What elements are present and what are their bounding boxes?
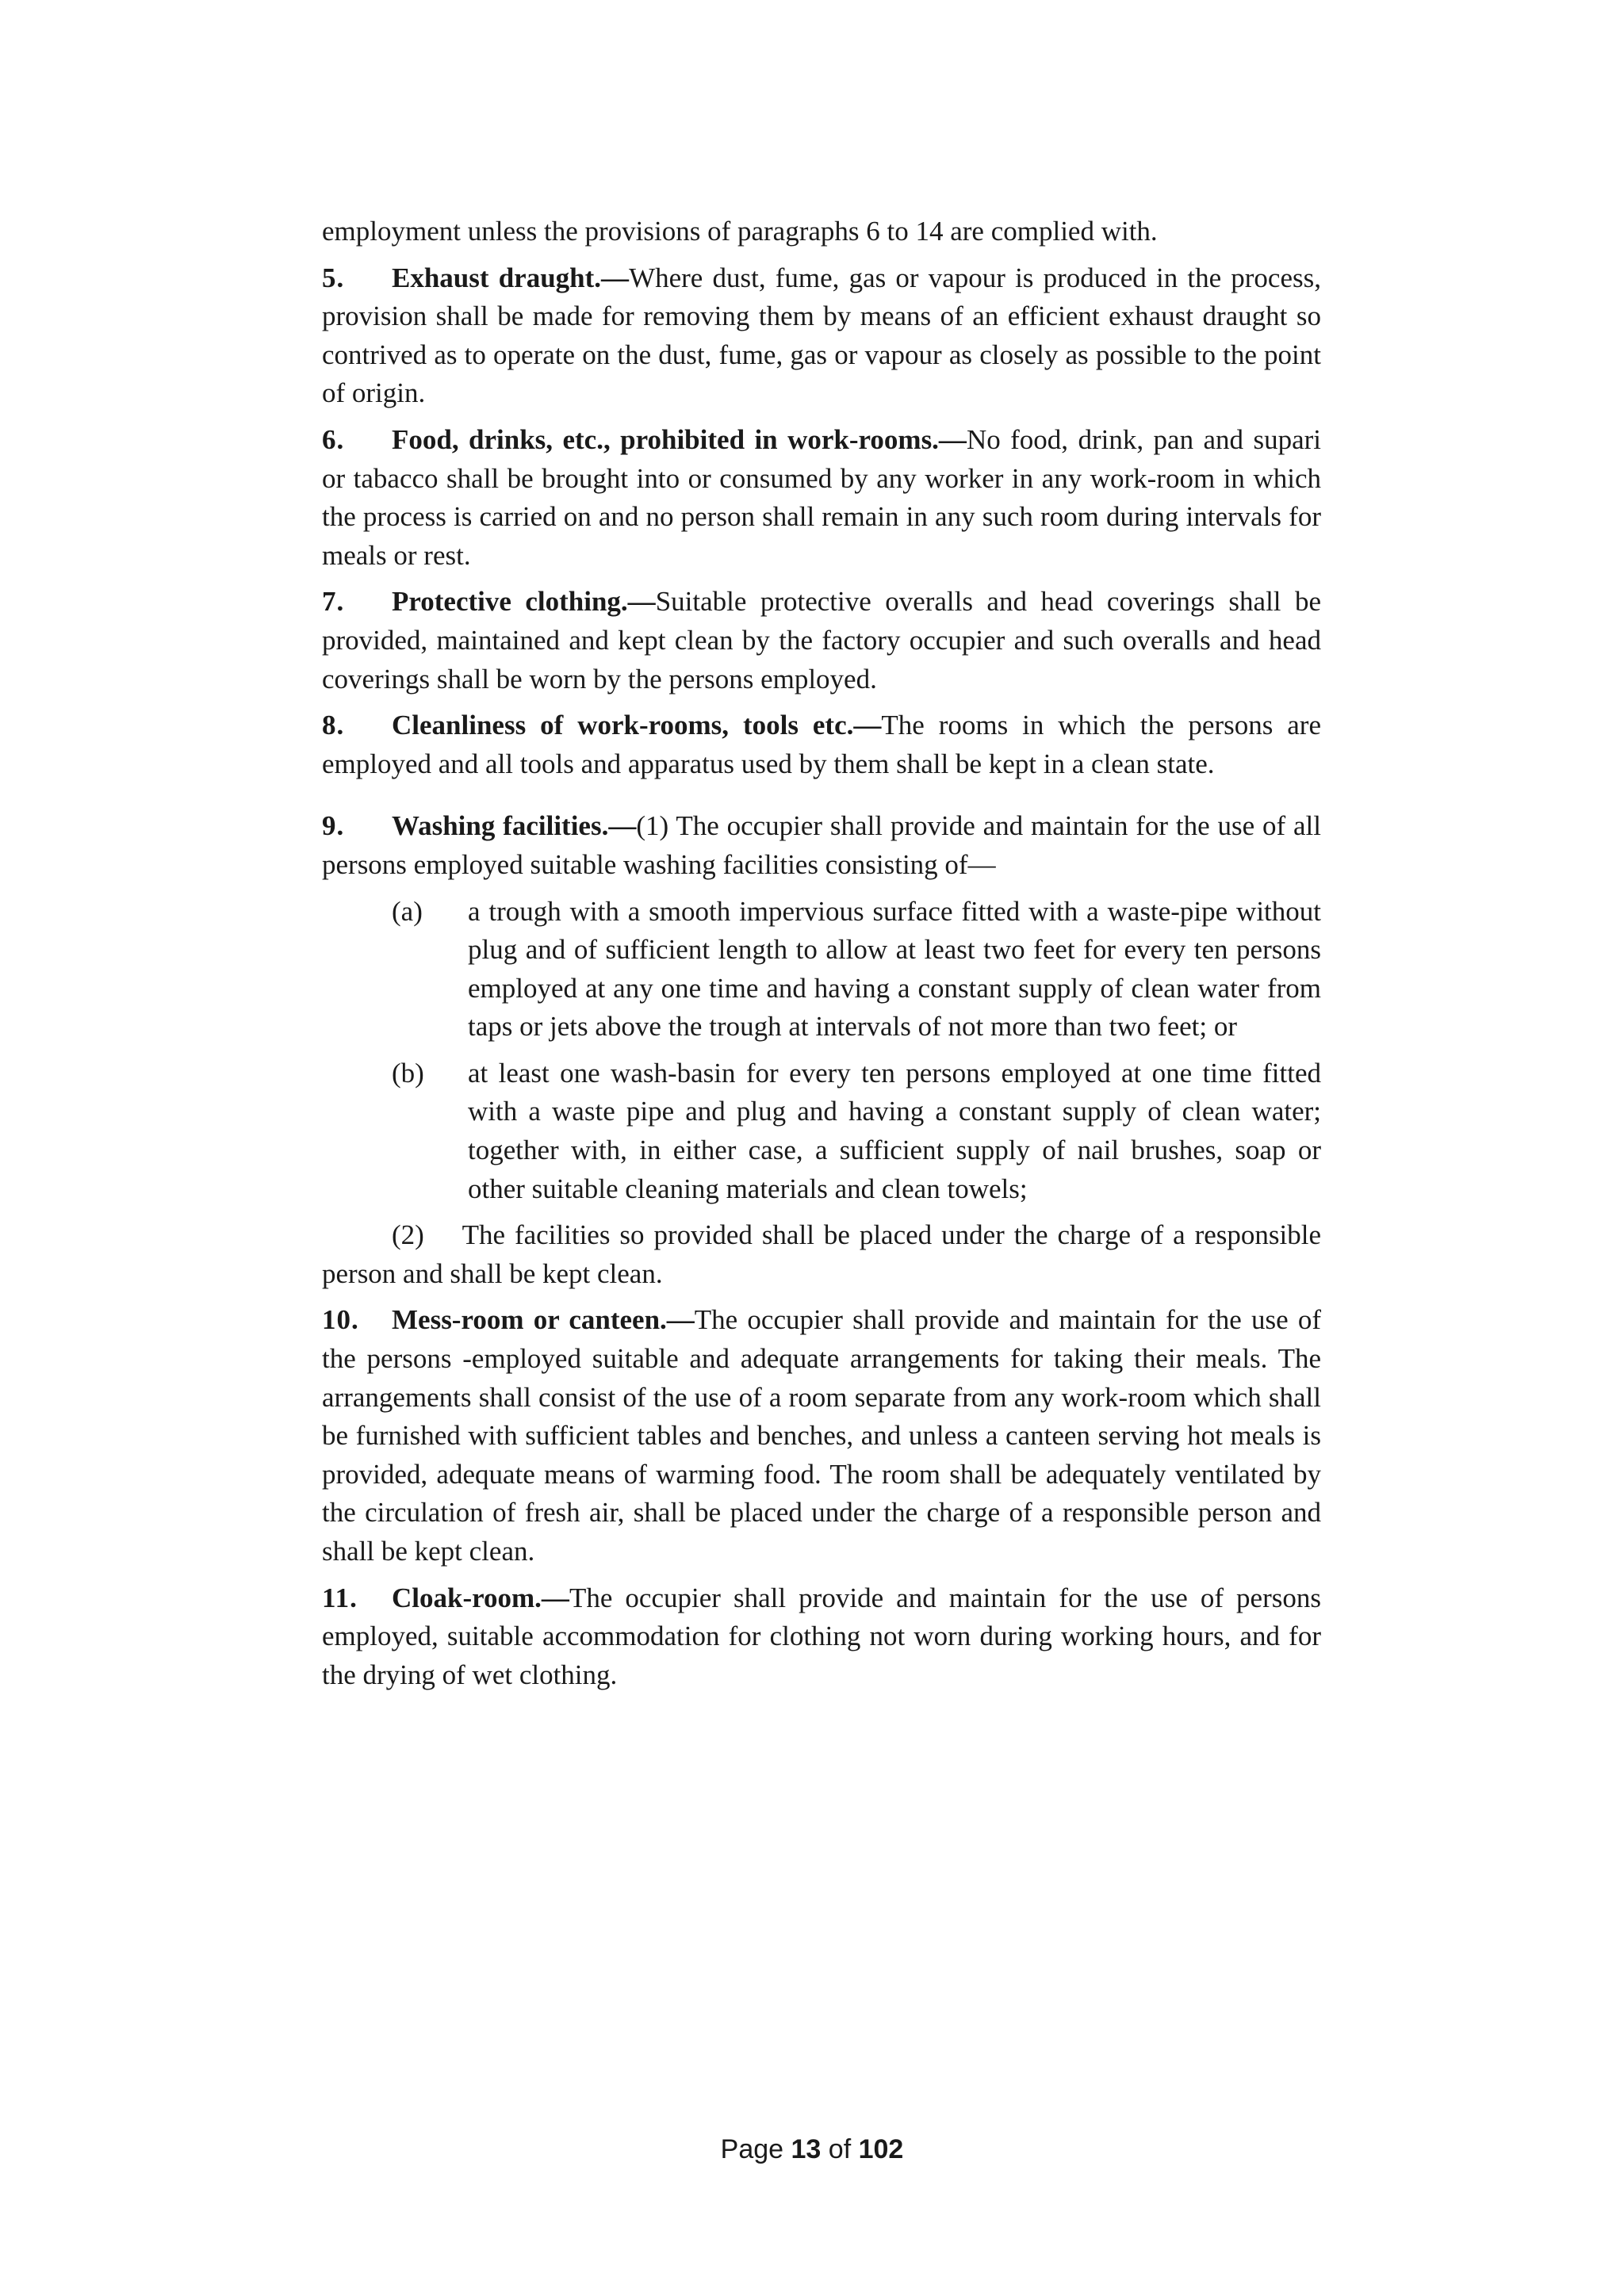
clause-label: (b) bbox=[392, 1057, 424, 1089]
paragraph-number: 6. bbox=[322, 423, 345, 455]
total-page-count: 102 bbox=[858, 2134, 904, 2164]
paragraph-text: No food, drink, pan and supari or tabacco shall be brought into or consumed by any worker in any work-room in which the process is carried on and no person shall remain in any such room during intervals for meals or rest. bbox=[322, 423, 1321, 571]
current-page-number: 13 bbox=[791, 2134, 822, 2164]
paragraph-number: 5. bbox=[322, 262, 345, 293]
paragraph-number: 7. bbox=[322, 586, 345, 618]
clause-text: at least one wash-basin for every ten persons employed at one time fitted with a waste pipe and plug and having a constant supply of clean water; together with, in either case, a sufficient supply of nail brushes, soap or other suitable cleaning materials and clean towels; bbox=[468, 1057, 1321, 1204]
subparagraph-label: (2) bbox=[392, 1219, 424, 1251]
paragraph-5 bbox=[322, 259, 1321, 413]
opening-line: employment unless the provisions of paragraphs 6 to 14 are complied with. bbox=[322, 216, 1158, 247]
subparagraph-text: The facilities so provided shall be placed under the charge of a responsible person and shall be kept clean. bbox=[322, 1219, 1321, 1289]
paragraph-number: 8. bbox=[322, 710, 345, 741]
paragraph-number: 10. bbox=[322, 1304, 359, 1336]
paragraph-9 bbox=[322, 807, 1321, 884]
paragraph-number: 11. bbox=[322, 1582, 358, 1613]
paragraph-heading: Exhaust draught.— bbox=[392, 262, 630, 293]
paragraph-10 bbox=[322, 1301, 1321, 1571]
paragraph-8 bbox=[322, 706, 1321, 783]
paragraph-7 bbox=[322, 583, 1321, 698]
page-footer bbox=[0, 2134, 1624, 2165]
paragraph-text: Where dust, fume, gas or vapour is produced in the process, provision shall be made for removing them by means of an efficient exhaust draught so contrived as to operate on the dust, fume, gas or vapour as closely as possible to the point of origin. bbox=[322, 262, 1321, 409]
paragraph-heading: Cloak-room.— bbox=[392, 1582, 569, 1613]
subparagraph-2 bbox=[322, 1216, 1321, 1293]
page-label: Page bbox=[720, 2134, 784, 2164]
clause-a bbox=[322, 893, 1321, 1047]
paragraph-heading: Protective clothing.— bbox=[392, 586, 656, 618]
clause-label: (a) bbox=[392, 895, 423, 927]
paragraph-heading: Cleanliness of work-rooms, tools etc.— bbox=[392, 710, 882, 741]
paragraph-heading: Food, drinks, etc., prohibited in work-rooms.— bbox=[392, 423, 967, 455]
paragraph-text: Suitable protective overalls and head coverings shall be provided, maintained and kept clean by the factory occupier and such overalls and head coverings shall be worn by the persons employed. bbox=[322, 586, 1321, 695]
paragraph-text: The occupier shall provide and maintain for the use of persons employed, suitable accommodation for clothing not worn during working hours, and for the drying of wet clothing. bbox=[322, 1582, 1321, 1690]
clause-b bbox=[322, 1054, 1321, 1208]
clause-text: a trough with a smooth impervious surface fitted with a waste-pipe without plug and of sufficient length to allow at least two feet for every ten persons employed at any one time and having a constant supply of clean water from taps or jets above the trough at intervals of not more than two feet; or bbox=[468, 895, 1321, 1043]
paragraph-6 bbox=[322, 421, 1321, 575]
paragraph-11 bbox=[322, 1579, 1321, 1695]
paragraph-heading: Mess-room or canteen.— bbox=[392, 1304, 695, 1336]
page-separator: of bbox=[828, 2134, 852, 2164]
paragraph-text: The occupier shall provide and maintain for the use of the persons -employed suitable and adequate arrangements for taking their meals. The arrangements shall consist of the use of a room separate from any work-room which shall be furnished with sufficient tables and benches, and unless a canteen serving hot meals is provided, adequate means of warming food. The room shall be adequately ventilated by the circulation of fresh air, shall be placed under the charge of a responsible person and shall be kept clean. bbox=[322, 1304, 1321, 1567]
paragraph-text: (1) The occupier shall provide and maintain for the use of all persons employed suitable washing facilities consisting of— bbox=[322, 810, 1321, 880]
paragraph-heading: Washing facilities.— bbox=[392, 810, 637, 842]
paragraph-text: The rooms in which the persons are employed and all tools and apparatus used by them shall be kept in a clean state. bbox=[322, 710, 1321, 779]
paragraph-number: 9. bbox=[322, 810, 345, 842]
document-body bbox=[322, 212, 1321, 1702]
